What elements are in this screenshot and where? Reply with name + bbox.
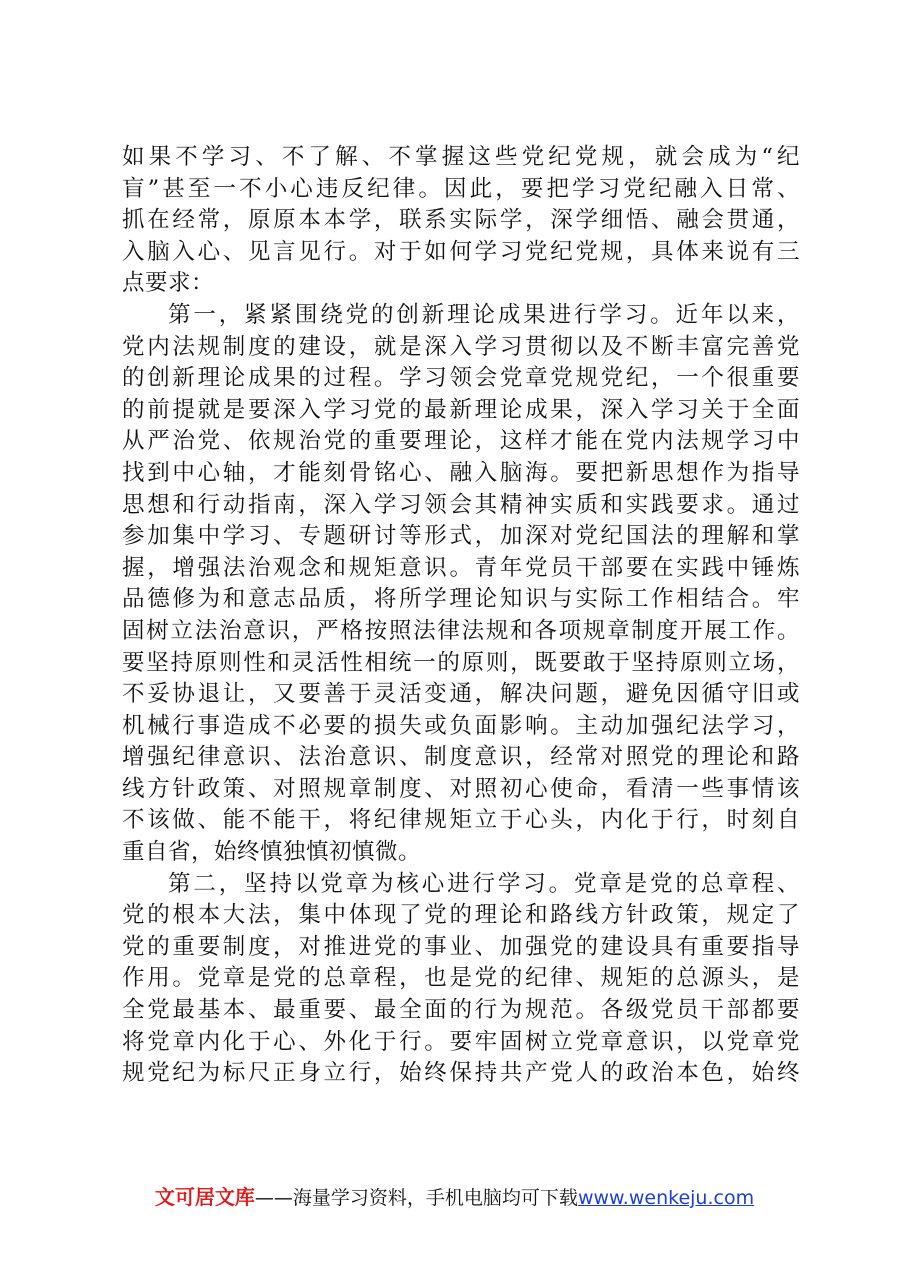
document-body (122, 142, 800, 1090)
text-line: 点要求： (122, 270, 215, 297)
text-line: 入脑入心、见言见行。对于如何学习党纪党规，具体来说有三 (122, 238, 800, 265)
text-line: 党的重要制度，对推进党的事业、加强党的建设具有重要指导 (122, 933, 800, 960)
text-line: 规党纪为标尺正身立行，始终保持共产党人的政治本色，始终 (122, 1060, 800, 1087)
text-line: 增强纪律意识、法治意识、制度意识，经常对照党的理论和路 (122, 744, 800, 771)
footer-brand: 文可居文库 (154, 1185, 255, 1209)
text-line: 将党章内化于心、外化于行。要牢固树立党章意识，以党章党 (122, 1028, 800, 1055)
text-line: 重自省，始终慎独慎初慎微。 (122, 839, 422, 866)
text-line: 全党最基本、最重要、最全面的行为规范。各级党员干部都要 (122, 997, 800, 1024)
text-line: 如果不学习、不了解、不掌握这些党纪党规，就会成为“纪 (122, 144, 800, 170)
text-line: 的前提就是要深入学习党的最新理论成果，深入学习关于全面 (122, 396, 800, 423)
footer-tagline: ——海量学习资料，手机电脑均可下载 (254, 1187, 578, 1209)
text-line: 的创新理论成果的过程。学习领会党章党规党纪，一个很重要 (122, 365, 800, 392)
text-line: 机械行事造成不必要的损失或负面影响。主动加强纪法学习， (122, 712, 800, 739)
text-line: 不妥协退让，又要善于灵活变通，解决问题，避免因循守旧或 (122, 681, 800, 708)
text-line: 固树立法治意识，严格按照法律法规和各项规章制度开展工作。 (122, 617, 800, 644)
text-line: 要坚持原则性和灵活性相统一的原则，既要敢于坚持原则立场， (122, 649, 800, 676)
text-line: 线方针政策、对照规章制度、对照初心使命，看清一些事情该 (122, 775, 800, 802)
footer-banner (0, 1184, 909, 1211)
text-line: 作用。党章是党的总章程，也是党的纪律、规矩的总源头，是 (122, 965, 800, 992)
text-line: 抓在经常，原原本本学，联系实际学，深学细悟、融会贯通， (122, 207, 800, 234)
footer-site-link[interactable]: www.wenkeju.com (577, 1187, 755, 1209)
text-line: 不该做、能不能干，将纪律规矩立于心头，内化于行，时刻自 (122, 807, 800, 834)
text-line: 第二，坚持以党章为核心进行学习。党章是党的总章程、 (168, 870, 800, 897)
text-line: 找到中心轴，才能刻骨铭心、融入脑海。要把新思想作为指导 (122, 459, 800, 486)
text-line: 盲”甚至一不小心违反纪律。因此，要把学习党纪融入日常、 (122, 175, 800, 202)
text-line: 参加集中学习、专题研讨等形式，加深对党纪国法的理解和掌 (122, 523, 800, 550)
text-line: 从严治党、依规治党的重要理论，这样才能在党内法规学习中 (122, 428, 800, 455)
text-line: 党的根本大法，集中体现了党的理论和路线方针政策，规定了 (122, 902, 800, 929)
text-line: 思想和行动指南，深入学习领会其精神实质和实践要求。通过 (122, 491, 800, 518)
text-line: 品德修为和意志品质，将所学理论知识与实际工作相结合。牢 (122, 586, 800, 613)
text-line: 第一，紧紧围绕党的创新理论成果进行学习。近年以来， (168, 301, 800, 328)
text-line: 党内法规制度的建设，就是深入学习贯彻以及不断丰富完善党 (122, 333, 800, 360)
text-line: 握，增强法治观念和规矩意识。青年党员干部要在实践中锤炼 (122, 554, 800, 581)
